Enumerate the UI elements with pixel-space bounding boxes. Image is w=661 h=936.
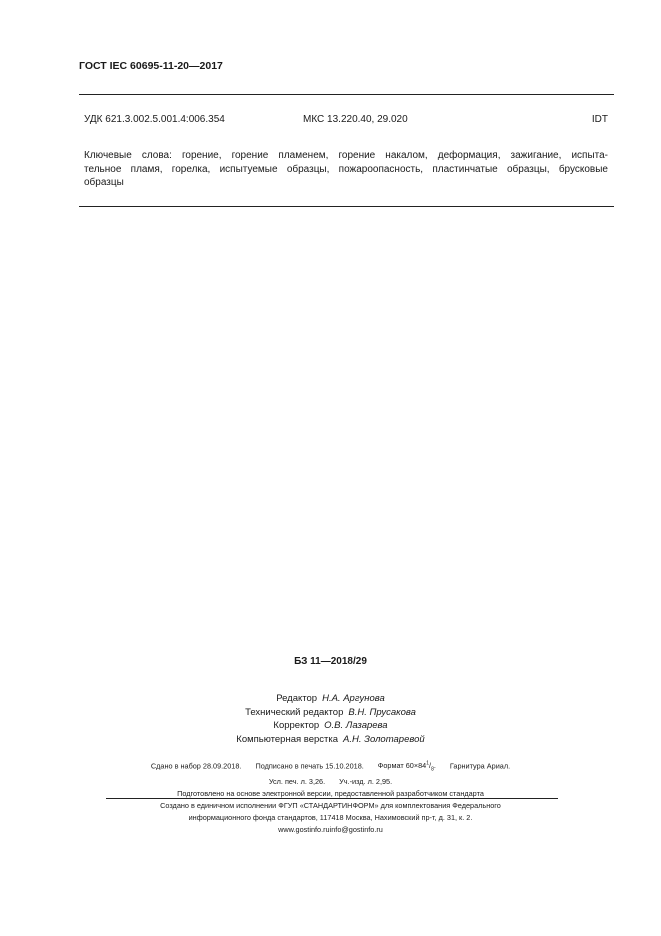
keywords-line: образцы (84, 177, 124, 188)
udk-code: УДК 621.3.002.5.001.4:006.354 (84, 114, 225, 125)
credit-editor (0, 692, 661, 706)
credit-role: Редактор (276, 693, 318, 704)
standard-number: ГОСТ IEC 60695-11-20—2017 (79, 60, 223, 72)
top-divider (79, 94, 614, 95)
typeface: Гарнитура Ариал. (449, 761, 511, 771)
keywords-block (84, 149, 608, 190)
credit-role: Компьютерная верстка (236, 733, 339, 745)
keywords-line: Ключевые слова: горение, горение пламенем, горение накалом, деформация, зажигание, испыта- (84, 150, 608, 161)
credits-block (0, 692, 661, 746)
publisher-block (0, 800, 661, 836)
credit-name: А.Н. Золотаревой (343, 733, 425, 745)
publisher-contacts (0, 824, 661, 836)
signed-date: Подписано в печать 15.10.2018. (255, 761, 364, 771)
publisher-line-2: информационного фонда стандартов, 117418 Москва, Нахимовский пр-т, д. 31, к. 2. (188, 813, 473, 822)
publisher-line-1: Создано в единичном исполнении ФГУП «СТАНДАРТИНФОРМ» для комплектования Федерального (160, 801, 501, 810)
credit-name: В.Н. Прусакова (348, 706, 416, 718)
keywords-divider (79, 206, 614, 207)
credit-role: Корректор (273, 720, 320, 731)
paper-format: Формат $60\times 84^1/_8$. (377, 761, 436, 773)
prepared-note: Подготовлено на основе электронной версии, предоставленной разработчиком стандарта (177, 788, 484, 798)
usl-sheets: Усл. печ. л. 3,26. (268, 776, 326, 786)
mks-code: МКС 13.220.40, 29.020 (303, 114, 408, 125)
publisher-divider (106, 798, 558, 799)
sent-date: Сдано в набор 28.09.2018. (150, 761, 242, 771)
idt-label: IDT (591, 114, 608, 125)
credit-name: О.В. Лазарева (324, 720, 388, 731)
bz-number: БЗ 11—2018/29 (294, 656, 367, 667)
credit-name: Н.А. Аргунова (322, 693, 385, 704)
credit-role: Технический редактор (245, 706, 344, 718)
classification-row (84, 114, 608, 128)
print-line-1 (0, 758, 661, 776)
website-link[interactable]: www.gostinfo.ru (278, 825, 330, 834)
uch-sheets: Уч.-изд. л. 2,95. (339, 776, 393, 786)
print-line-2 (0, 776, 661, 788)
credit-tech-editor (0, 706, 661, 720)
email-link[interactable]: info@gostinfo.ru (329, 825, 383, 834)
print-info (0, 758, 661, 800)
credit-layout (0, 733, 661, 747)
credit-corrector (0, 719, 661, 733)
keywords-line: тельное пламя, горелка, испытуемые образцы, пожароопасность, пластинчатые образцы, брусковые (84, 163, 608, 175)
